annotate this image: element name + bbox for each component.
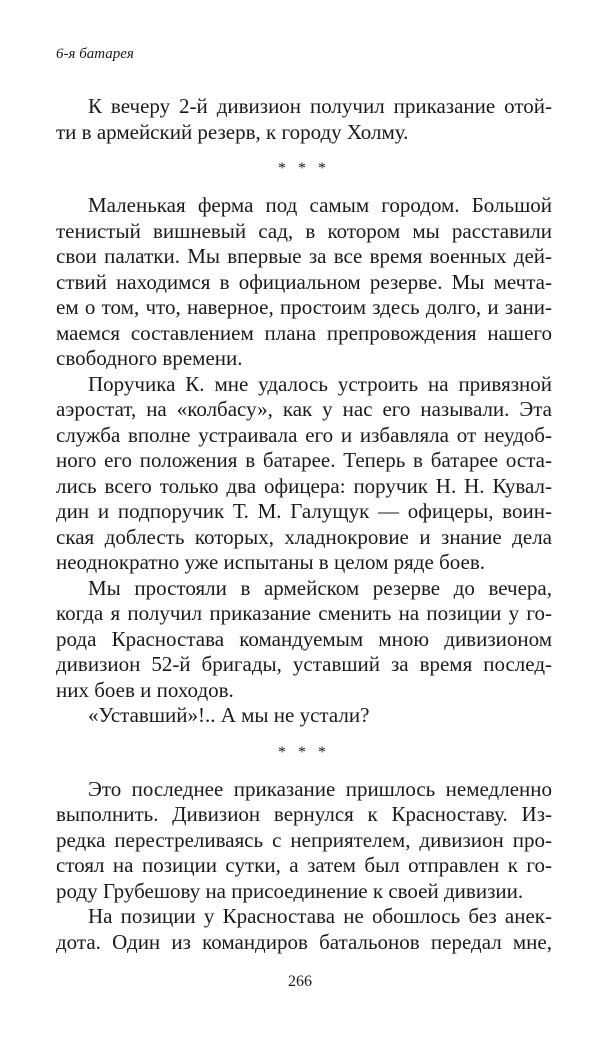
paragraph xyxy=(56,576,552,704)
text-line: свободного времени. xyxy=(56,346,243,370)
text-line: ская доблесть которых, хладнокровие и знание дела xyxy=(56,524,552,549)
running-head: 6-я батарея xyxy=(56,46,134,62)
text-line: стоял на позиции сутки, а затем был отправлен к го- xyxy=(56,853,552,877)
section-break: * * * xyxy=(278,743,330,761)
text-line: редка перестреливаясь с неприятелем, дивизион про- xyxy=(56,827,552,852)
text-line: тенистый вишневый сад, в котором мы расставили xyxy=(56,218,552,243)
text-line: дин и подпоручик Т. М. Галущук — офицеры, воин- xyxy=(56,499,552,523)
text-line: служба вполне устраивала его и избавляла от неудоб- xyxy=(56,422,552,447)
section-break: * * * xyxy=(278,160,330,177)
text-line: маемся составлением плана препровождения нашего xyxy=(56,320,552,345)
paragraph xyxy=(56,777,552,905)
paragraph xyxy=(56,94,552,145)
text-line: На позиции у Красностава не обошлось без анек- xyxy=(88,904,552,928)
text-line: аэростат, на «колбасу», как у нас его называли. Эта xyxy=(56,397,552,421)
text-line: ти в армейский резерв, к городу Холму. xyxy=(56,119,409,144)
text-line: Это последнее приказание пришлось немедленно xyxy=(88,776,552,801)
paragraph xyxy=(56,372,552,576)
text-line: рода Красностава командуемым мною дивизионом xyxy=(56,626,552,651)
text-line: Маленькая ферма под самым городом. Большой xyxy=(88,193,552,217)
paragraph xyxy=(56,193,552,372)
paragraph xyxy=(56,703,552,729)
text-line: свои палатки. Мы впервые за все время военных дей- xyxy=(56,244,552,268)
text-line: роду Грубешову на присоединение к своей дивизии. xyxy=(56,878,524,903)
page-number: 266 xyxy=(288,973,312,990)
text-line: К вечеру 2-й дивизион получил приказание отой- xyxy=(88,94,552,118)
text-line: дивизион 52-й бригады, уставший за время послед- xyxy=(56,652,552,676)
text-line: Мы простояли в армейском резерве до вечера, xyxy=(88,575,552,600)
text-line: «Уставший»!.. А мы не устали? xyxy=(88,703,370,727)
text-line: лись всего только два офицера: поручик Н. Н. Кувал- xyxy=(56,473,552,498)
text-line: ствий находимся в официальном резерве. Мы мечта- xyxy=(56,269,552,294)
paragraph xyxy=(56,904,552,955)
text-line: выполнить. Дивизион вернулся к Красноставу. Из- xyxy=(56,802,552,826)
text-line: когда я получил приказание сменить на позиции у го- xyxy=(56,601,552,625)
text-line: дота. Один из командиров батальонов передал мне, xyxy=(56,929,552,954)
text-line: них боев и походов. xyxy=(56,677,234,702)
text-line: ем о том, что, наверное, простоим здесь долго, и зани- xyxy=(56,295,552,319)
text-line: неоднократно уже испытаны в целом ряде боев. xyxy=(56,550,485,574)
text-line: Поручика К. мне удалось устроить на привязной xyxy=(88,371,552,396)
page-body xyxy=(56,94,552,955)
text-line: ного его положения в батарее. Теперь в батарее оста- xyxy=(56,448,552,472)
